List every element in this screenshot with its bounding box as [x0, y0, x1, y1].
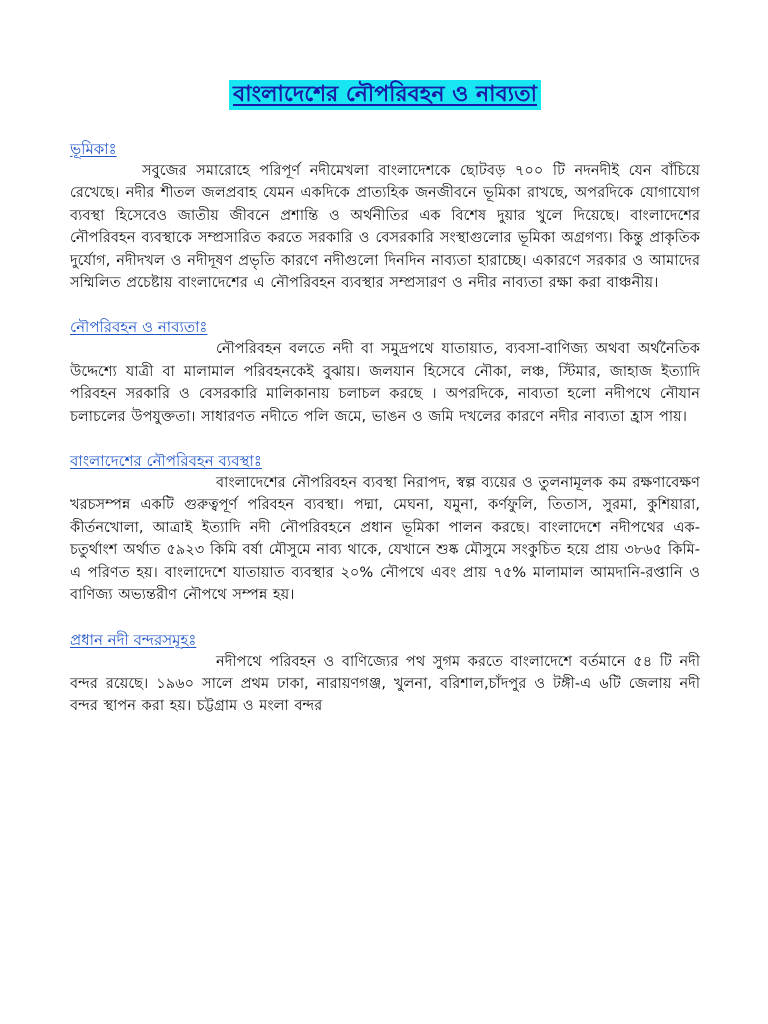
section-body-transport-navigability: নৌপরিবহন বলতে নদী বা সমুদ্রপথে যাতায়াত, ব্যবসা-বাণিজ্য অথবা অর্থনৈতিক উদ্দেশ্যে যাত্রী বা মালামাল পরিবহনকেই বুঝায়। জলযান হিসেবে নৌকা, লঞ্চ, স্টিমার, জাহাজ ইত্যাদি পরিবহন সরকারি ও বেসরকারি মালিকানায় চলাচল করছে । অপরদিকে, নাব্যতা হলো নদীপথে নৌযান চলাচলের উপযুক্ততা। সাধারণত নদীতে পলি জমে, ভাঙন ও জমি দখলের কারণে নদীর নাব্যতা হ্রাস পায়।	[70, 340, 700, 425]
document-title: বাংলাদেশের নৌপরিবহন ও নাব্যতা	[229, 80, 541, 110]
section-body-river-ports: নদীপথে পরিবহন ও বাণিজ্যের পথ সুগম করতে বাংলাদেশে বর্তমানে ৫৪ টি নদী বন্দর রয়েছে। ১৯৬০ সালে প্রথম ঢাকা, নারায়ণগঞ্জ, খুলনা, বরিশাল,চাঁদপুর ও টঙ্গী-এ ৬টি জেলায় নদী বন্দর স্থাপন করা হয়। চট্টগ্রাম ও মংলা বন্দর	[70, 652, 700, 715]
section-heading-river-ports: প্রধান নদী বন্দরসমূহঃ	[70, 630, 197, 649]
section-body-transport-system: বাংলাদেশের নৌপরিবহন ব্যবস্থা নিরাপদ, স্বল্প ব্যয়ের ও তুলনামূলক কম রক্ষণাবেক্ষণ খরচসম্পন্ন একটি গুরুত্বপূর্ণ পরিবহন ব্যবস্থা। পদ্মা, মেঘনা, যমুনা, কর্ণফুলি, তিতাস, সুরমা, কুশিয়ারা, কীর্তনখোলা, আত্রাই ইত্যাদি নদী নৌপরিবহনে প্রধান ভূমিকা পালন করছে। বাংলাদেশে নদীপথের এক-চতুর্থাংশ অর্থাত ৫৯২৩ কিমি বর্ষা মৌসুমে নাব্য থাকে, যেখানে শুষ্ক মৌসুমে সংকুচিত হয়ে প্রায় ৩৮৬৫ কিমি-এ পরিণত হয়। বাংলাদেশে যাতায়াত ব্যবস্থার ২০% নৌপথে এবং প্রায় ৭৫% মালামাল আমদানি-রপ্তানি ও বাণিজ্য অভ্যন্তরীণ নৌপথে সম্পন্ন হয়।	[70, 474, 700, 604]
section-transport-navigability	[70, 316, 700, 428]
section-body-introduction: সবুজের সমারোহে পরিপূর্ণ নদীমেখলা বাংলাদেশকে ছোটবড় ৭০০ টি নদনদীই যেন বাঁচিয়ে রেখেছে। নদীর শীতল জলপ্রবাহ যেমন একদিকে প্রাত্যহিক জনজীবনে ভূমিকা রাখছে, অপরদিকে যোগাযোগ ব্যবস্থা হিসেবেও জাতীয় জীবনে প্রশান্তি ও অর্থনীতির এক বিশেষ দুয়ার খুলে দিয়েছে। বাংলাদেশের নৌপরিবহন ব্যবস্থাকে সম্প্রসারিত করতে সরকারি ও বেসরকারি সংস্থাগুলোর ভূমিকা অগ্রগণ্য। কিন্তু প্রাকৃতিক দুর্যোগ, নদীদখল ও নদীদূষণ প্রভৃতি কারণে নদীগুলো দিনদিন নাব্যতা হারাচ্ছে। একারণে সরকার ও আমাদের সম্মিলিত প্রচেষ্টায় বাংলাদেশের এ নৌপরিবহন ব্যবস্থার সম্প্রসারণ ও নদীর নাব্যতা রক্ষা করা বাঞ্চনীয়।	[70, 162, 700, 292]
section-introduction	[70, 138, 700, 294]
document-page	[70, 0, 700, 1024]
section-river-ports	[70, 629, 700, 718]
title-wrap	[70, 80, 700, 114]
section-transport-system	[70, 450, 700, 606]
section-heading-transport-navigability: নৌপরিবহন ও নাব্যতাঃ	[70, 318, 208, 337]
section-heading-introduction: ভূমিকাঃ	[70, 140, 117, 158]
section-heading-transport-system: বাংলাদেশের নৌপরিবহন ব্যবস্থাঃ	[70, 452, 262, 471]
